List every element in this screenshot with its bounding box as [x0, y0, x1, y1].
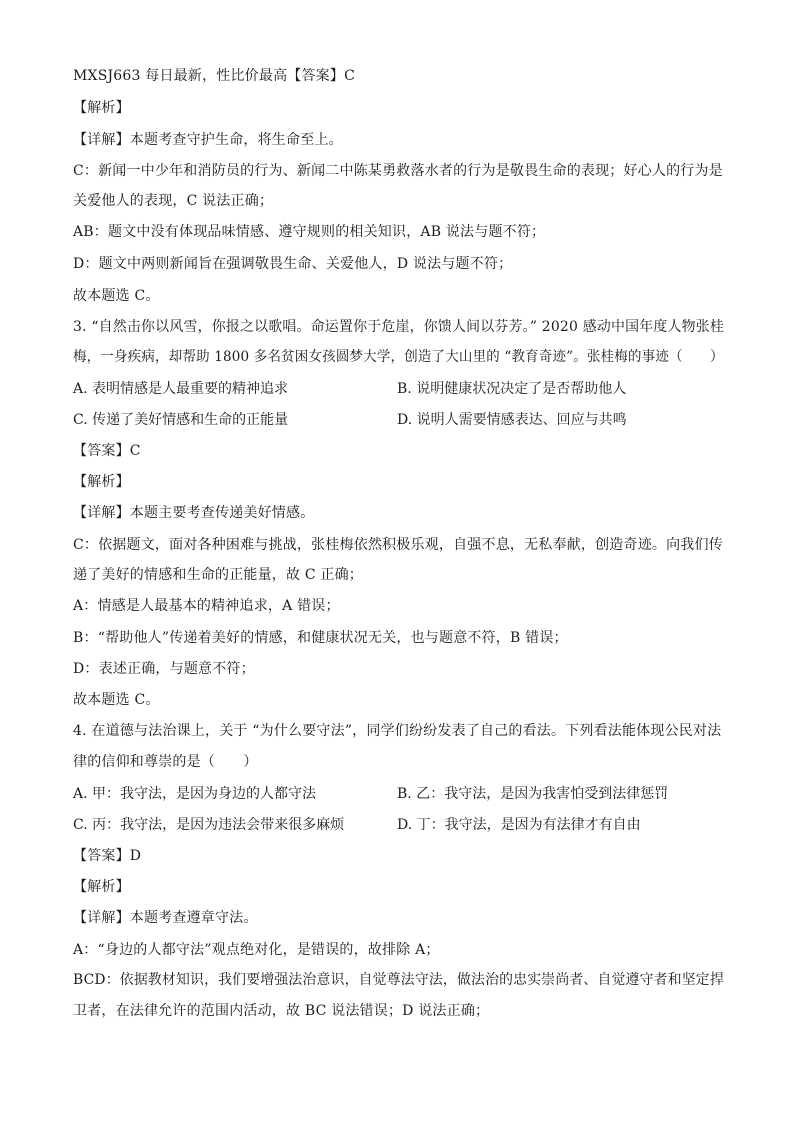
q3-answer: 【答案】C [73, 443, 141, 459]
explanation-line: 关爱他人的表现，C 说法正确； [73, 193, 274, 209]
q4-option-a: A. 甲：我守法，是因为身边的人都守法 [73, 786, 317, 802]
analysis-label: 【解析】 [73, 100, 130, 116]
q3-option-b: B. 说明健康状况决定了是否帮助他人 [397, 381, 627, 397]
header-line: MXSJ663 每日最新，性比价最高【答案】C [73, 68, 355, 84]
explanation-line: 卫者，在法律允许的范围内活动，故 BC 说法错误；D 说法正确； [73, 1003, 490, 1019]
explanation-line: BCD：依据教材知识，我们要增强法治意识，自觉尊法守法，做法治的忠实崇尚者、自觉遵守者和坚定捍 [73, 972, 724, 988]
q3-option-a: A. 表明情感是人最重要的精神追求 [73, 381, 289, 397]
explanation-line: C：依据题文，面对各种困难与挑战，张桂梅依然积极乐观，自强不息，无私奉献，创造奇迹。向我们传 [73, 537, 723, 553]
explanation-line: C：新闻一中少年和消防员的行为、新闻二中陈某勇救落水者的行为是敬畏生命的表现；好心人的行为是 [73, 163, 723, 179]
explanation-line: A：“身边的人都守法”观点绝对化，是错误的，故排除 A； [73, 942, 440, 958]
q4-option-c: C. 丙：我守法，是因为违法会带来很多麻烦 [73, 817, 345, 833]
detail-line: 【详解】本题主要考查传递美好情感。 [73, 505, 315, 521]
explanation-line: 故本题选 C。 [73, 288, 160, 304]
question-3-stem: 梅，一身疾病，却帮助 1800 多名贫困女孩圆梦大学，创造了大山里的 “教育奇迹”。张桂梅的事迹（ ） [73, 349, 724, 365]
explanation-line: 递了美好的情感和生命的正能量，故 C 正确； [73, 567, 364, 583]
question-4-stem: 律的信仰和尊崇的是（ ） [73, 754, 258, 770]
q3-option-c: C. 传递了美好情感和生命的正能量 [73, 412, 289, 428]
explanation-line: D：题文中两则新闻旨在强调敬畏生命、关爱他人，D 说法与题不符； [73, 256, 513, 272]
analysis-label: 【解析】 [73, 474, 130, 490]
q3-option-d: D. 说明人需要情感表达、回应与共鸣 [397, 412, 627, 428]
explanation-line: A：情感是人最基本的精神追求，A 错误； [73, 598, 340, 614]
explanation-line: B：“帮助他人”传递着美好的情感，和健康状况无关，也与题意不符，B 错误； [73, 630, 568, 646]
detail-line: 【详解】本题考查遵章守法。 [73, 910, 258, 926]
q4-option-d: D. 丁：我守法，是因为有法律才有自由 [397, 817, 641, 833]
q4-answer: 【答案】D [73, 848, 142, 864]
detail-line: 【详解】本题考查守护生命，将生命至上。 [73, 132, 343, 148]
analysis-label: 【解析】 [73, 879, 130, 895]
explanation-line: AB：题文中没有体现品味情感、遵守规则的相关知识，AB 说法与题不符； [73, 224, 546, 240]
q4-option-b: B. 乙：我守法，是因为我害怕受到法律惩罚 [397, 786, 669, 802]
explanation-line: D：表述正确，与题意不符； [73, 661, 255, 677]
question-3-stem: 3. “自然击你以风雪，你报之以歌唱。命运置你于危崖，你馈人间以芬芳。” 2020 感动中国年度人物张桂 [73, 319, 725, 335]
explanation-line: 故本题选 C。 [73, 692, 160, 708]
question-4-stem: 4. 在道德与法治课上，关于 “为什么要守法”，同学们纷纷发表了自己的看法。下列看法能体现公民对法 [73, 723, 722, 739]
